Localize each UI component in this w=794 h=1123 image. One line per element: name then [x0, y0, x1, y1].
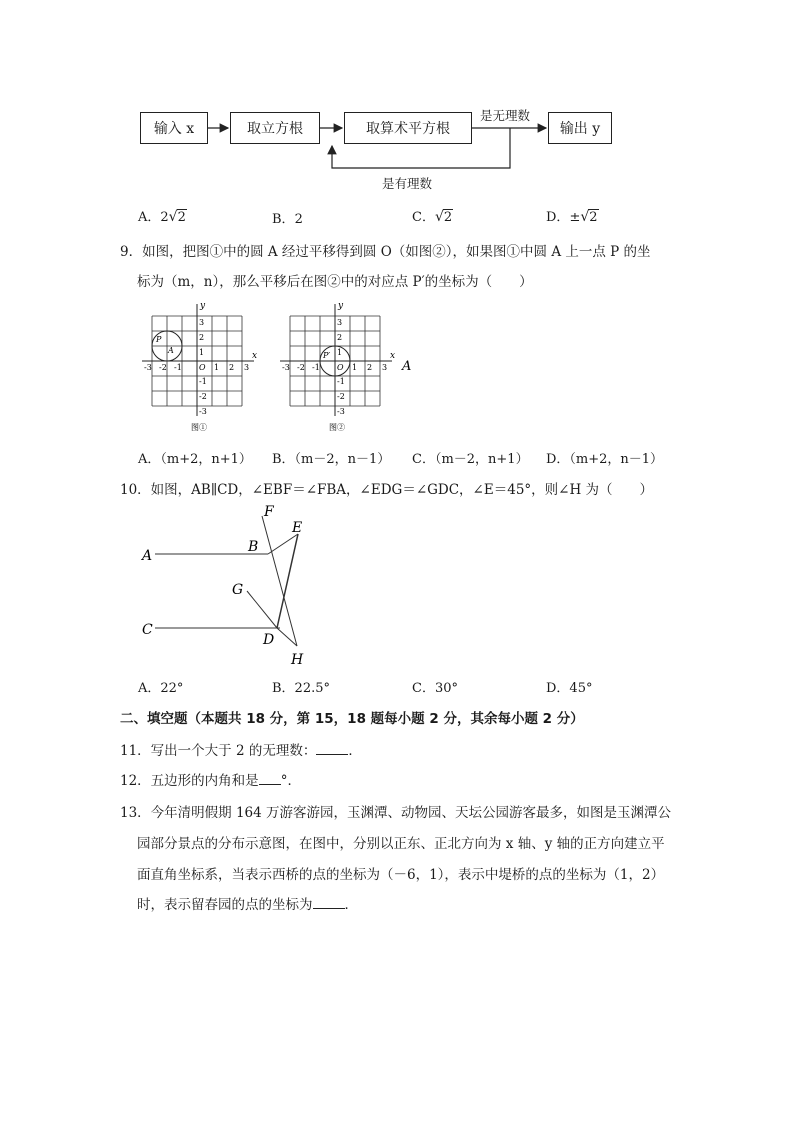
- flow-irrational-label: 是无理数: [480, 108, 531, 123]
- svg-text:3: 3: [382, 363, 388, 372]
- svg-text:3: 3: [244, 363, 250, 372]
- q8-option-b[interactable]: [272, 208, 303, 227]
- q13-line1: 13．今年清明假期 164 万游客游园，玉渊潭、动物园、天坛公园游客最多，如图是玉渊潭公: [120, 805, 672, 821]
- flow-input-label: 输入 x: [153, 121, 195, 137]
- q9-fig2-y-label: y: [338, 301, 344, 311]
- q11-end: ．: [348, 743, 362, 759]
- flow-sqrt-label: 取算术平方根: [366, 121, 450, 137]
- svg-text:3: 3: [199, 318, 205, 327]
- flow-output-label: 输出 y: [559, 121, 601, 137]
- svg-text:F: F: [264, 504, 274, 520]
- q9-option-a[interactable]: A．（m+2，n+1）: [138, 452, 252, 467]
- svg-text:E: E: [292, 520, 303, 536]
- svg-text:2: 2: [367, 363, 373, 372]
- flow-rational-label: 是有理数: [382, 176, 433, 191]
- svg-text:2: 2: [229, 363, 235, 372]
- q10-option-b[interactable]: B．22.5°: [272, 681, 330, 696]
- svg-text:-1: -1: [174, 363, 182, 372]
- svg-text:-1: -1: [337, 377, 345, 386]
- svg-text:1: 1: [214, 363, 220, 372]
- q8-option-a[interactable]: [138, 206, 187, 225]
- q11-answer-blank[interactable]: [316, 742, 348, 755]
- svg-text:-3: -3: [282, 363, 290, 372]
- svg-text:-3: -3: [337, 407, 345, 416]
- q9-fig1-point-p: P: [156, 335, 162, 344]
- svg-text:-2: -2: [337, 392, 345, 401]
- q9-fig2-point-p: P′: [323, 351, 331, 360]
- q13-line3: 面直角坐标系，当表示西桥的点的坐标为（－6，1），表示中堤桥的点的坐标为（1，2）: [137, 867, 665, 883]
- svg-text:B: B: [248, 539, 259, 555]
- sqrt-icon: √: [434, 209, 444, 225]
- q10-line-dg: [247, 591, 277, 628]
- q9-fig2-caption: 图②: [329, 423, 345, 432]
- q9-option-b[interactable]: B．（m－2，n－1）: [272, 452, 391, 467]
- svg-text:-2: -2: [199, 392, 207, 401]
- flow-arrows: [0, 0, 794, 200]
- svg-text:1: 1: [337, 348, 343, 357]
- option-prefix: ±: [569, 210, 581, 225]
- svg-text:-3: -3: [199, 407, 207, 416]
- option-letter: D．: [546, 210, 570, 225]
- q10-line-dh: [277, 628, 297, 646]
- q8-option-d[interactable]: [546, 206, 599, 225]
- q13-line4: [137, 893, 358, 913]
- svg-text:-1: -1: [199, 377, 207, 386]
- svg-text:-2: -2: [297, 363, 305, 372]
- svg-text:D: D: [263, 632, 275, 648]
- q12-end: °．: [280, 773, 301, 789]
- svg-text:O: O: [199, 363, 206, 372]
- option-radicand: 2: [177, 210, 186, 225]
- arrow-loop-back: [332, 128, 510, 168]
- q9-fig1-caption: 图①: [191, 423, 207, 432]
- svg-text:-2: -2: [159, 363, 167, 372]
- svg-text:O: O: [337, 363, 344, 372]
- q8-option-c[interactable]: [412, 206, 453, 225]
- q11: [120, 739, 362, 759]
- svg-text:1: 1: [352, 363, 358, 372]
- q13-line2: 园部分景点的分布示意图，在图中，分别以正东、正北方向为 x 轴、y 轴的正方向建立平: [137, 836, 665, 852]
- q12-answer-blank[interactable]: [259, 772, 281, 785]
- q10-figure: [0, 496, 794, 676]
- q9-option-d[interactable]: D．（m+2，n－1）: [546, 452, 664, 467]
- flow-cube-root-label: 取立方根: [247, 121, 303, 137]
- option-coef: 2: [160, 210, 169, 225]
- sqrt-icon: √: [168, 209, 178, 225]
- q9-figures: [0, 298, 794, 438]
- q9-fig2-side-label: A: [402, 359, 412, 374]
- option-radicand: 2: [443, 210, 453, 225]
- svg-text:2: 2: [337, 333, 343, 342]
- q13-end: ．: [344, 897, 358, 913]
- svg-text:1: 1: [199, 348, 205, 357]
- option-radicand: 2: [589, 210, 598, 225]
- svg-text:C: C: [142, 622, 153, 638]
- q10-option-a[interactable]: A．22°: [138, 681, 184, 696]
- q12-text: 12．五边形的内角和是: [120, 773, 259, 789]
- option-letter: A．: [138, 210, 161, 225]
- q10-line-ed: [277, 534, 298, 628]
- q10-option-c[interactable]: C．30°: [412, 681, 458, 696]
- svg-text:-3: -3: [144, 363, 152, 372]
- q9-fig1-y-label: y: [200, 301, 206, 311]
- q13-line4-text: 时，表示留春园的点的坐标为: [137, 897, 313, 913]
- q9-fig1-x-label: x: [252, 351, 258, 361]
- q10-stem: 10．如图，AB∥CD，∠EBF＝∠FBA，∠EDG＝∠GDC，∠E＝45°，则∠H 为（ ）: [120, 482, 654, 498]
- svg-text:A: A: [142, 548, 153, 564]
- q9-fig1-center-a: A: [168, 346, 174, 355]
- q9-stem-line2: 标为（m，n），那么平移后在图②中的对应点 P′的坐标为（ ）: [137, 274, 533, 290]
- sqrt-icon: √: [580, 209, 590, 225]
- q9-fig2-x-label: x: [390, 351, 396, 361]
- q10-option-d[interactable]: D．45°: [546, 681, 593, 696]
- svg-text:3: 3: [337, 318, 343, 327]
- q9-stem-line1: 9．如图，把图①中的圆 A 经过平移得到圆 O（如图②），如果图①中圆 A 上一点 P 的坐: [120, 244, 651, 260]
- q12: [120, 769, 301, 789]
- q11-text: 11．写出一个大于 2 的无理数：: [120, 743, 317, 759]
- q10-point-labels: [140, 504, 304, 668]
- svg-text:H: H: [291, 652, 304, 668]
- q13-answer-blank[interactable]: [313, 896, 345, 909]
- section-2-title: 二、填空题（本题共 18 分，第 15，18 题每小题 2 分，其余每小题 2 分）: [120, 711, 584, 727]
- option-letter: B．: [272, 212, 295, 227]
- option-text: 2: [294, 212, 303, 227]
- option-letter: C．: [412, 210, 435, 225]
- svg-text:-1: -1: [312, 363, 320, 372]
- svg-text:G: G: [232, 582, 244, 598]
- q9-option-c[interactable]: C．（m－2，n+1）: [412, 452, 529, 467]
- svg-text:2: 2: [199, 333, 205, 342]
